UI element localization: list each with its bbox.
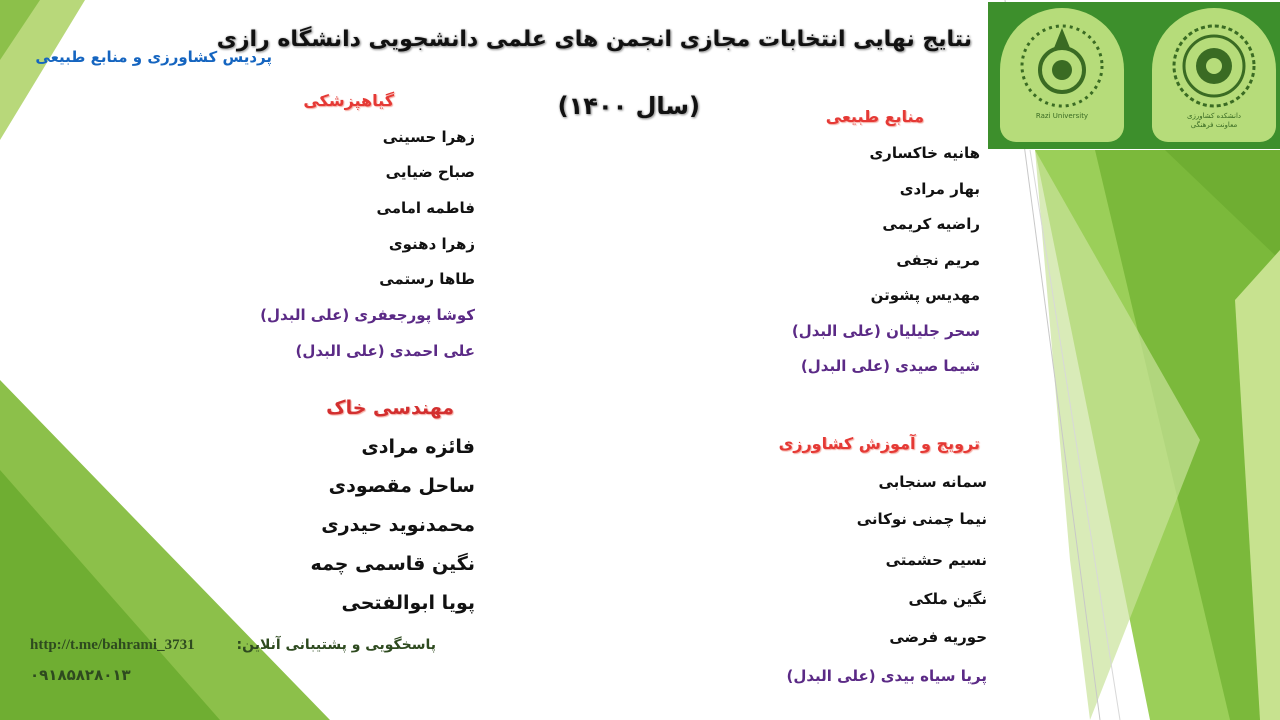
list-item: راضیه کریمی	[882, 215, 980, 233]
page-title-year: (سال ۱۴۰۰)	[557, 92, 700, 120]
university-seal-caption: Razi University	[1035, 112, 1089, 120]
list-item: مهدیس پشوتن	[870, 286, 980, 304]
list-item: زهرا دهنوی	[388, 235, 475, 253]
telegram-link[interactable]: http://t.me/bahrami_3731	[30, 637, 195, 653]
list-item: نسیم حشمتی	[885, 551, 987, 569]
list-item: بهار مرادی	[899, 180, 980, 198]
list-item: فائزه مرادی	[361, 436, 475, 458]
list-item: نگین قاسمی چمه	[310, 553, 475, 575]
list-item-alternate: پریا سیاه بیدی (علی البدل)	[786, 667, 987, 685]
list-item-alternate: سحر جلیلیان (علی البدل)	[791, 322, 980, 340]
faculty-seal-logo	[1152, 8, 1276, 142]
faculty-seal-caption: دانشکده کشاورزی معاونت فرهنگی	[1186, 112, 1242, 129]
list-item: محمدنوید حیدری	[321, 514, 475, 536]
list-item: ساحل مقصودی	[328, 475, 475, 497]
list-item: نگین ملکی	[908, 590, 987, 608]
section-heading-soil-engineering: مهندسی خاک	[326, 397, 454, 419]
list-item: صباح ضیایی	[385, 163, 475, 181]
section-heading-extension-education: ترویج و آموزش کشاورزی	[778, 434, 980, 453]
logos-panel	[988, 2, 1280, 149]
list-item: سمانه سنجابی	[878, 473, 987, 491]
list-item: زهرا حسینی	[382, 128, 475, 146]
list-item: نیما چمنی نوکانی	[856, 510, 987, 528]
support-label: پاسخگویی و پشتیبانی آنلاین:	[236, 637, 436, 653]
list-item-alternate: علی احمدی (علی البدل)	[295, 342, 475, 360]
list-item: طاها رستمی	[379, 270, 475, 288]
list-item: فاطمه امامی	[376, 199, 475, 217]
section-heading-plant-medicine: گیاهپزشکی	[303, 91, 394, 110]
list-item: هانیه خاکساری	[869, 144, 980, 162]
phone-number: ۰۹۱۸۵۸۲۸۰۱۳	[30, 666, 131, 684]
list-item: مریم نجفی	[896, 251, 980, 269]
list-item: پویا ابوالفتحی	[341, 592, 475, 614]
campus-label: پردیس کشاورزی و منابع طبیعی	[35, 48, 272, 66]
list-item-alternate: شیما صیدی (علی البدل)	[800, 357, 980, 375]
list-item-alternate: کوشا پورجعفری (علی البدل)	[260, 306, 475, 324]
page-title: نتایج نهایی انتخابات مجازی انجمن های علمی دانشجویی دانشگاه رازی	[216, 27, 972, 52]
list-item: حوریه فرضی	[889, 628, 987, 646]
university-seal-logo	[1000, 8, 1124, 142]
section-heading-natural-resources: منابع طبیعی	[825, 107, 924, 126]
